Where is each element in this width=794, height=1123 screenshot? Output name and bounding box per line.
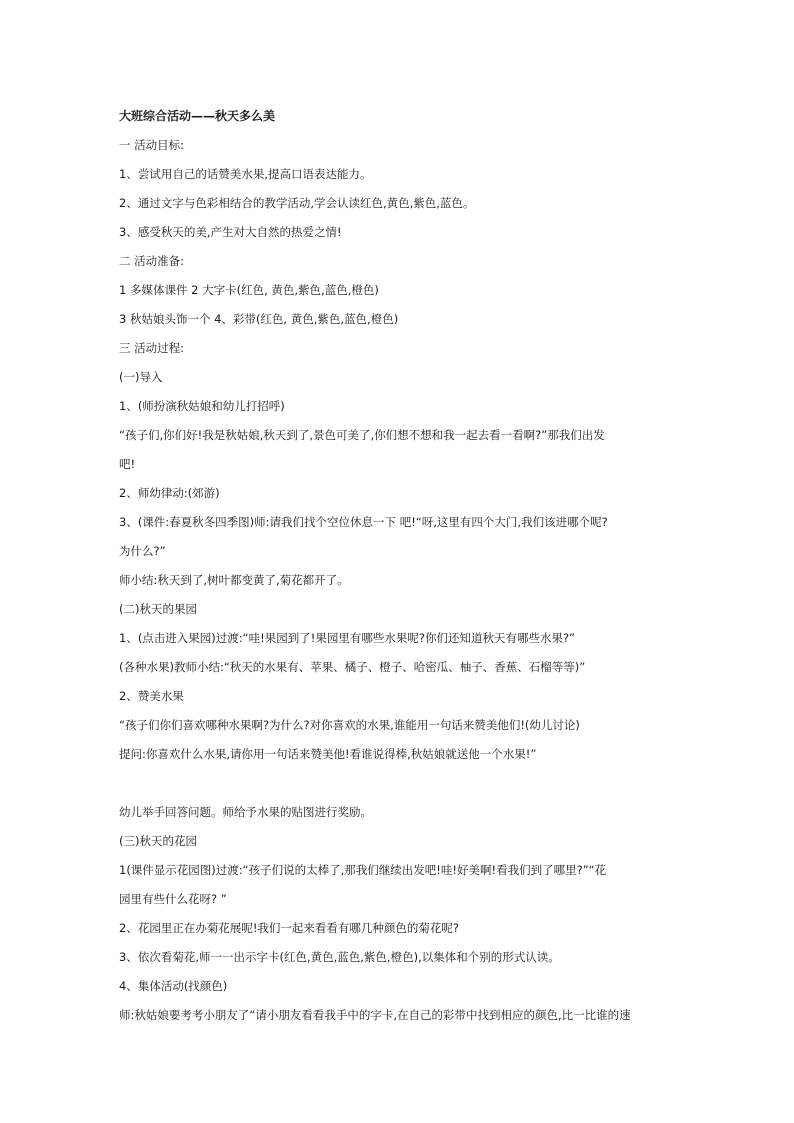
- paragraph-line: (各种水果)教师小结:“秋天的水果有、苹果、橘子、橙子、哈密瓜、柚子、香蕉、石榴等等)”: [119, 660, 586, 674]
- paragraph-line: 一 活动目标:: [119, 138, 185, 152]
- paragraph-line: 1(课件显示花园图)过渡:“孩子们说的太棒了,那我们继续出发吧!哇!好美啊!看我们到了哪里?”“花: [119, 863, 607, 877]
- paragraph-line: 1、(点击进入果园)过渡:“哇!果园到了!果园里有哪些水果呢?你们还知道秋天有哪些水果?”: [119, 631, 576, 645]
- paragraph-line: (三)秋天的花园: [119, 834, 197, 848]
- paragraph-line: (一)导入: [119, 370, 163, 384]
- paragraph-line: 2、赞美水果: [119, 689, 184, 703]
- paragraph-line: 3、感受秋天的美,产生对大自然的热爱之情!: [119, 225, 342, 239]
- document-body: [119, 131, 679, 1030]
- paragraph-line: 为什么?”: [119, 544, 166, 558]
- paragraph-line: 1、尝试用自己的话赞美水果,提高口语表达能力。: [119, 167, 372, 181]
- paragraph-line: 2、花园里正在办菊花展呢!我们一起来看看有哪几种颜色的菊花呢?: [119, 921, 460, 935]
- paragraph-line: 2、师幼律动:(郊游): [119, 486, 220, 500]
- paragraph-line: 提问:你喜欢什么水果,请你用一句话来赞美他!看谁说得棒,秋姑娘就送他一个水果!”: [119, 747, 537, 761]
- paragraph-line: 1 多媒体课件 2 大字卡(红色, 黄色,紫色,蓝色,橙色): [119, 283, 379, 297]
- paragraph-line: 师小结:秋天到了,树叶都变黄了,菊花都开了。: [119, 573, 349, 587]
- paragraph-line: 3、(课件:春夏秋冬四季图)师:请我们找个空位休息一下 吧!“呀,这里有四个大门,我们该进哪个呢?: [119, 515, 608, 529]
- paragraph-line: 二 活动准备:: [119, 254, 185, 268]
- paragraph-line: (二)秋天的果园: [119, 602, 197, 616]
- paragraph-line: 3、依次看菊花,师一一出示字卡(红色,黄色,蓝色,紫色,橙色),以集体和个别的形式认读。: [119, 950, 560, 964]
- paragraph-line: “孩子们你们喜欢哪种水果啊?为什么?对你喜欢的水果,谁能用一句话来赞美他们!(幼儿讨论): [119, 718, 580, 732]
- paragraph-line: “孩子们,你们好!我是秋姑娘,秋天到了,景色可美了,你们想不想和我一起去看一看啊?”那我们出发: [119, 428, 605, 442]
- paragraph-line: 3 秋姑娘头饰一个 4、彩带(红色, 黄色,紫色,蓝色,橙色): [119, 312, 399, 326]
- blank-line: [119, 769, 679, 798]
- paragraph-line: 2、通过文字与色彩相结合的教学活动,学会认读红色,黄色,紫色,蓝色。: [119, 196, 475, 210]
- paragraph-line: 吧!: [119, 457, 136, 471]
- document-title: 大班综合活动——秋天多么美: [119, 109, 276, 123]
- paragraph-line: 4、集体活动(找颜色): [119, 979, 228, 993]
- document-page: [119, 102, 679, 1030]
- paragraph-line: 三 活动过程:: [119, 341, 185, 355]
- paragraph-line: 1、(师扮演秋姑娘和幼儿打招呼): [119, 399, 285, 413]
- paragraph-line: 师:秋姑娘要考考小朋友了“请小朋友看看我手中的字卡,在自己的彩带中找到相应的颜色,比一比谁的速: [119, 1008, 631, 1022]
- paragraph-line: 幼儿举手回答问题。师给予水果的贴图进行奖励。: [119, 805, 372, 819]
- paragraph-line: 园里有些什么花呀? ”: [119, 892, 227, 906]
